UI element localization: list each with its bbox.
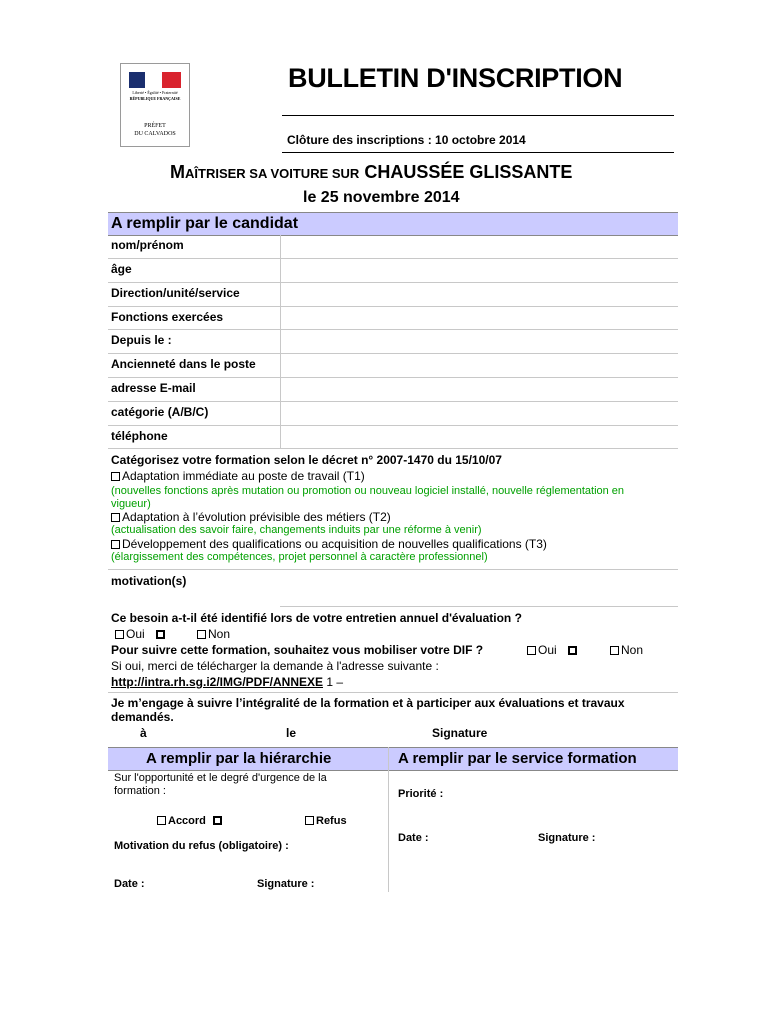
candidate-section-header: A remplir par le candidat — [108, 212, 678, 236]
commitment-date: le — [286, 726, 297, 740]
refus-checkbox[interactable] — [305, 816, 314, 825]
field-direction[interactable]: Direction/unité/service — [108, 283, 678, 307]
option-t1[interactable]: Adaptation immédiate au poste de travail (T1) — [111, 469, 365, 483]
need-oui[interactable]: Oui — [115, 627, 165, 641]
closing-underline — [282, 152, 674, 153]
course-title: MAÎTRISER SA VOITURE SUR CHAUSSÉE GLISSANTE — [170, 162, 573, 182]
t3-note: (élargissement des compétences, projet personnel à caractère professionnel) — [111, 551, 488, 563]
t2-checkbox[interactable] — [111, 513, 120, 522]
field-functions[interactable]: Fonctions exercées — [108, 307, 678, 330]
hierarchy-signature-label: Signature : — [257, 878, 315, 890]
hierarchy-title: A remplir par la hiérarchie — [146, 750, 332, 767]
logo-motto: Liberté • Égalité • Fraternité — [132, 90, 178, 95]
t1-note-cont: vigueur) — [111, 498, 151, 510]
accord-option[interactable]: Accord — [157, 815, 222, 827]
course-date: le 25 novembre 2014 — [303, 189, 460, 206]
dif-download-text: Si oui, merci de télécharger la demande à l'adresse suivante : — [111, 659, 439, 673]
bottom-column-separator — [388, 747, 389, 892]
dif-oui-square-icon — [568, 646, 577, 655]
field-email[interactable]: adresse E-mail — [108, 378, 678, 402]
service-signature-label: Signature : — [538, 832, 596, 844]
motivation-label: motivation(s) — [111, 574, 187, 588]
service-date-label: Date : — [398, 832, 429, 844]
need-non-checkbox[interactable] — [197, 630, 206, 639]
option-t3[interactable]: Développement des qualifications ou acquisition de nouvelles qualifications (T3) — [111, 537, 547, 551]
field-name[interactable]: nom/prénom — [108, 235, 678, 259]
training-service-title: A remplir par le service formation — [398, 750, 637, 767]
accord-square-icon — [213, 816, 222, 825]
dif-question: Pour suivre cette formation, souhaitez vous mobiliser votre DIF ? — [111, 643, 484, 657]
dif-oui-checkbox[interactable] — [527, 646, 536, 655]
commitment-text: Je m’engage à suivre l’intégralité de la formation et à participer aux évaluations et travaux — [111, 696, 625, 710]
opportunity-label-cont: formation : — [114, 785, 166, 797]
logo-republic: RÉPUBLIQUE FRANÇAISE — [129, 96, 181, 101]
dif-link-line: http://intra.rh.sg.i2/IMG/PDF/ANNEXE 1 – — [111, 675, 344, 689]
need-oui-checkbox[interactable] — [115, 630, 124, 639]
refus-option[interactable]: Refus — [305, 815, 347, 827]
annex-link[interactable]: http://intra.rh.sg.i2/IMG/PDF/ANNEXE — [111, 675, 324, 689]
page-title: BULLETIN D'INSCRIPTION — [288, 63, 623, 93]
option-t2[interactable]: Adaptation à l’évolution prévisible des métiers (T2) — [111, 510, 391, 524]
title-underline — [282, 115, 674, 116]
commitment-text-cont: demandés. — [111, 710, 174, 724]
hierarchy-date-label: Date : — [114, 878, 145, 890]
dif-non-checkbox[interactable] — [610, 646, 619, 655]
prefecture-logo — [120, 63, 190, 147]
need-oui-square-icon — [156, 630, 165, 639]
commitment-signature: Signature — [432, 726, 488, 740]
field-seniority[interactable]: Ancienneté dans le poste — [108, 354, 678, 378]
field-category[interactable]: catégorie (A/B/C) — [108, 402, 678, 426]
closing-date: Clôture des inscriptions : 10 octobre 2014 — [287, 133, 526, 147]
dif-non[interactable]: Non — [610, 643, 643, 657]
opportunity-label: Sur l'opportunité et le degré d'urgence de la — [114, 772, 327, 784]
field-age[interactable]: âge — [108, 259, 678, 283]
field-phone[interactable]: téléphone — [108, 426, 678, 449]
logo-prefect: PRÉFET DU CALVADOS — [134, 123, 176, 137]
t2-note: (actualisation des savoir faire, changements induits par une réforme à venir) — [111, 524, 482, 536]
field-since[interactable]: Depuis le : — [108, 330, 678, 354]
t3-checkbox[interactable] — [111, 540, 120, 549]
commitment-place: à — [140, 726, 147, 740]
categorize-question: Catégorisez votre formation selon le décret n° 2007-1470 du 15/10/07 — [111, 453, 502, 467]
bottom-section-header — [108, 747, 678, 771]
french-flag-icon — [129, 72, 181, 88]
need-non[interactable]: Non — [197, 627, 230, 641]
dif-oui[interactable]: Oui — [527, 643, 577, 657]
need-question: Ce besoin a-t-il été identifié lors de votre entretien annuel d'évaluation ? — [111, 611, 522, 625]
motivation-field[interactable] — [280, 606, 678, 607]
t1-checkbox[interactable] — [111, 472, 120, 481]
t1-note: (nouvelles fonctions après mutation ou promotion ou nouveau logiciel installé, nouvelle réglementation en — [111, 485, 625, 497]
priority-label: Priorité : — [398, 788, 444, 800]
refusal-motivation-label: Motivation du refus (obligatoire) : — [114, 840, 289, 852]
accord-checkbox[interactable] — [157, 816, 166, 825]
